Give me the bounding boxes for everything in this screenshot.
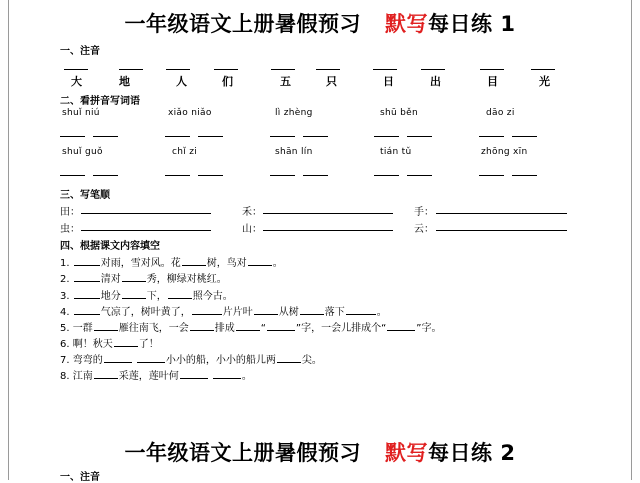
- pinyin-prompt: shuǐ niú: [62, 108, 100, 118]
- section-fill-heading: 四、根据课文内容填空: [60, 241, 160, 252]
- fill-line-text: 从树: [278, 307, 299, 318]
- fill-blank: [182, 254, 206, 266]
- pinyin-answer-blank: [60, 136, 85, 137]
- fill-line-text: “: [260, 323, 266, 334]
- fill-line-text: 对雨，雪对风。花: [100, 258, 181, 269]
- fill-blank: [74, 303, 100, 315]
- zhuyin-blank: [373, 69, 397, 70]
- page-left-edge: [8, 0, 9, 480]
- fill-line-6: [60, 335, 159, 350]
- pinyin-answer-blank: [270, 175, 295, 176]
- stroke-answer-line: [263, 213, 393, 214]
- section-stroke-heading: 三、写笔顺: [60, 190, 110, 201]
- pinyin-answer-blank: [270, 136, 295, 137]
- fill-blank: [346, 303, 376, 315]
- pinyin-prompt: dāo zi: [486, 108, 515, 118]
- fill-line-text: 下，: [146, 291, 167, 302]
- zhuyin-blank: [421, 69, 445, 70]
- zhuyin-char: 光: [539, 75, 550, 88]
- pinyin-answer-blank: [479, 136, 504, 137]
- pinyin-prompt: zhōng xīn: [481, 147, 528, 157]
- fill-blank: [254, 303, 278, 315]
- pinyin-prompt: tián tǔ: [380, 147, 412, 157]
- pinyin-prompt: xiǎo niǎo: [168, 108, 212, 118]
- fill-blank: [74, 270, 100, 282]
- zhuyin-blank: [531, 69, 555, 70]
- pinyin-answer-blank: [374, 175, 399, 176]
- fill-line-text: ”字，一会儿排成个“: [295, 323, 387, 334]
- fill-blank: [114, 335, 138, 347]
- fill-line-number: 2.: [60, 274, 70, 285]
- fill-line-number: 7.: [60, 355, 70, 366]
- pinyin-answer-blank: [165, 175, 190, 176]
- stroke-answer-line: [263, 230, 393, 231]
- pinyin-answer-blank: [165, 136, 190, 137]
- fill-line-text: ”字。: [416, 323, 442, 334]
- title-1-suffix: 每日练 1: [428, 12, 516, 36]
- fill-line-number: 8.: [60, 371, 70, 382]
- fill-line-text: 。: [241, 371, 252, 382]
- pinyin-answer-blank: [93, 136, 118, 137]
- zhuyin-blank: [480, 69, 504, 70]
- zhuyin-char: 只: [326, 75, 337, 88]
- section-zhuyin-heading-2: 一、注音: [60, 472, 100, 483]
- fill-blank: [137, 351, 165, 363]
- pinyin-prompt: lì zhèng: [275, 108, 313, 118]
- fill-line-text: 雁往南飞，一会: [118, 323, 189, 334]
- fill-line-text: 了！: [138, 339, 159, 350]
- zhuyin-char: 人: [176, 75, 187, 88]
- fill-blank: [104, 351, 132, 363]
- pinyin-prompt: shū běn: [380, 108, 419, 118]
- zhuyin-char: 们: [222, 75, 233, 88]
- pinyin-answer-blank: [407, 175, 432, 176]
- title-2-main: 一年级语文上册暑假预习: [124, 441, 362, 465]
- fill-line-text: 气凉了，树叶黄了，: [100, 307, 191, 318]
- pinyin-answer-blank: [374, 136, 399, 137]
- zhuyin-blank: [271, 69, 295, 70]
- fill-blank: [74, 254, 100, 266]
- pinyin-prompt: chǐ zi: [172, 147, 198, 157]
- fill-line-text: 尖。: [301, 355, 322, 366]
- fill-line-7: [60, 351, 322, 366]
- fill-line-text: 片片叶: [222, 307, 253, 318]
- pinyin-answer-blank: [93, 175, 118, 176]
- stroke-label: 虫：: [60, 224, 80, 235]
- stroke-label: 山：: [242, 224, 262, 235]
- zhuyin-blank: [316, 69, 340, 70]
- fill-line-text: 排成: [214, 323, 235, 334]
- fill-blank: [122, 270, 146, 282]
- pinyin-answer-blank: [303, 175, 328, 176]
- fill-line-text: 一群: [72, 323, 93, 334]
- pinyin-answer-blank: [198, 175, 223, 176]
- pinyin-answer-blank: [198, 136, 223, 137]
- fill-blank: [213, 367, 241, 379]
- zhuyin-char: 地: [119, 75, 130, 88]
- fill-line-text: 清对: [100, 274, 121, 285]
- pinyin-answer-blank: [60, 175, 85, 176]
- pinyin-answer-blank: [303, 136, 328, 137]
- title-2-highlight: 默写: [385, 441, 429, 465]
- worksheet-title-1: [0, 8, 640, 38]
- fill-line-number: 1.: [60, 258, 70, 269]
- fill-blank: [387, 319, 415, 331]
- fill-line-text: 。: [272, 258, 283, 269]
- worksheet-title-2: [0, 437, 640, 467]
- stroke-label: 手：: [414, 207, 434, 218]
- fill-blank: [236, 319, 260, 331]
- fill-blank: [180, 367, 208, 379]
- fill-blank: [267, 319, 295, 331]
- fill-line-text: 树，鸟对: [206, 258, 247, 269]
- pinyin-answer-blank: [407, 136, 432, 137]
- fill-blank: [122, 287, 146, 299]
- fill-line-text: 秀，柳绿对桃红。: [146, 274, 227, 285]
- stroke-label: 云：: [414, 224, 434, 235]
- fill-line-number: 4.: [60, 307, 70, 318]
- fill-line-4: [60, 303, 387, 318]
- stroke-label: 田：: [60, 207, 80, 218]
- fill-blank: [74, 287, 100, 299]
- pinyin-answer-blank: [479, 175, 504, 176]
- fill-line-number: 3.: [60, 291, 70, 302]
- fill-line-1: [60, 254, 283, 269]
- stroke-answer-line: [81, 230, 211, 231]
- fill-line-text: 弯弯的: [72, 355, 103, 366]
- stroke-answer-line: [436, 213, 567, 214]
- section-pinyin-heading: 二、看拼音写词语: [60, 96, 140, 107]
- pinyin-answer-blank: [512, 175, 537, 176]
- zhuyin-blank: [166, 69, 190, 70]
- zhuyin-char: 五: [280, 75, 291, 88]
- page-right-edge: [631, 0, 632, 480]
- zhuyin-char: 日: [383, 75, 394, 88]
- fill-line-text: 落下: [324, 307, 345, 318]
- fill-line-text: 。: [376, 307, 387, 318]
- pinyin-prompt: shuǐ guǒ: [62, 147, 103, 157]
- zhuyin-char: 目: [487, 75, 498, 88]
- zhuyin-blank: [214, 69, 238, 70]
- fill-line-text: 照今古。: [192, 291, 233, 302]
- fill-blank: [248, 254, 272, 266]
- stroke-answer-line: [436, 230, 567, 231]
- fill-blank: [300, 303, 324, 315]
- fill-line-text: 江南: [72, 371, 93, 382]
- pinyin-answer-blank: [512, 136, 537, 137]
- zhuyin-blank: [64, 69, 88, 70]
- fill-line-8: [60, 367, 252, 382]
- stroke-label: 禾：: [242, 207, 262, 218]
- fill-line-3: [60, 287, 233, 302]
- fill-line-text: 小小的船，小小的船儿两: [165, 355, 276, 366]
- section-zhuyin-heading: 一、注音: [60, 46, 100, 57]
- pinyin-prompt: shān lín: [275, 147, 313, 157]
- fill-blank: [192, 303, 222, 315]
- fill-line-text: 采莲，莲叶何: [118, 371, 179, 382]
- fill-line-2: [60, 270, 227, 285]
- fill-blank: [190, 319, 214, 331]
- zhuyin-char: 出: [430, 75, 441, 88]
- fill-blank: [94, 319, 118, 331]
- fill-blank: [94, 367, 118, 379]
- stroke-answer-line: [81, 213, 211, 214]
- fill-line-text: 啊！秋天: [72, 339, 113, 350]
- zhuyin-char: 大: [71, 75, 82, 88]
- fill-line-text: 地分: [100, 291, 121, 302]
- fill-line-number: 6.: [60, 339, 70, 350]
- fill-blank: [168, 287, 192, 299]
- fill-blank: [277, 351, 301, 363]
- fill-line-5: [60, 319, 441, 334]
- zhuyin-blank: [119, 69, 143, 70]
- title-1-main: 一年级语文上册暑假预习: [124, 12, 362, 36]
- title-2-suffix: 每日练 2: [428, 441, 516, 465]
- title-1-highlight: 默写: [385, 12, 429, 36]
- fill-line-number: 5.: [60, 323, 70, 334]
